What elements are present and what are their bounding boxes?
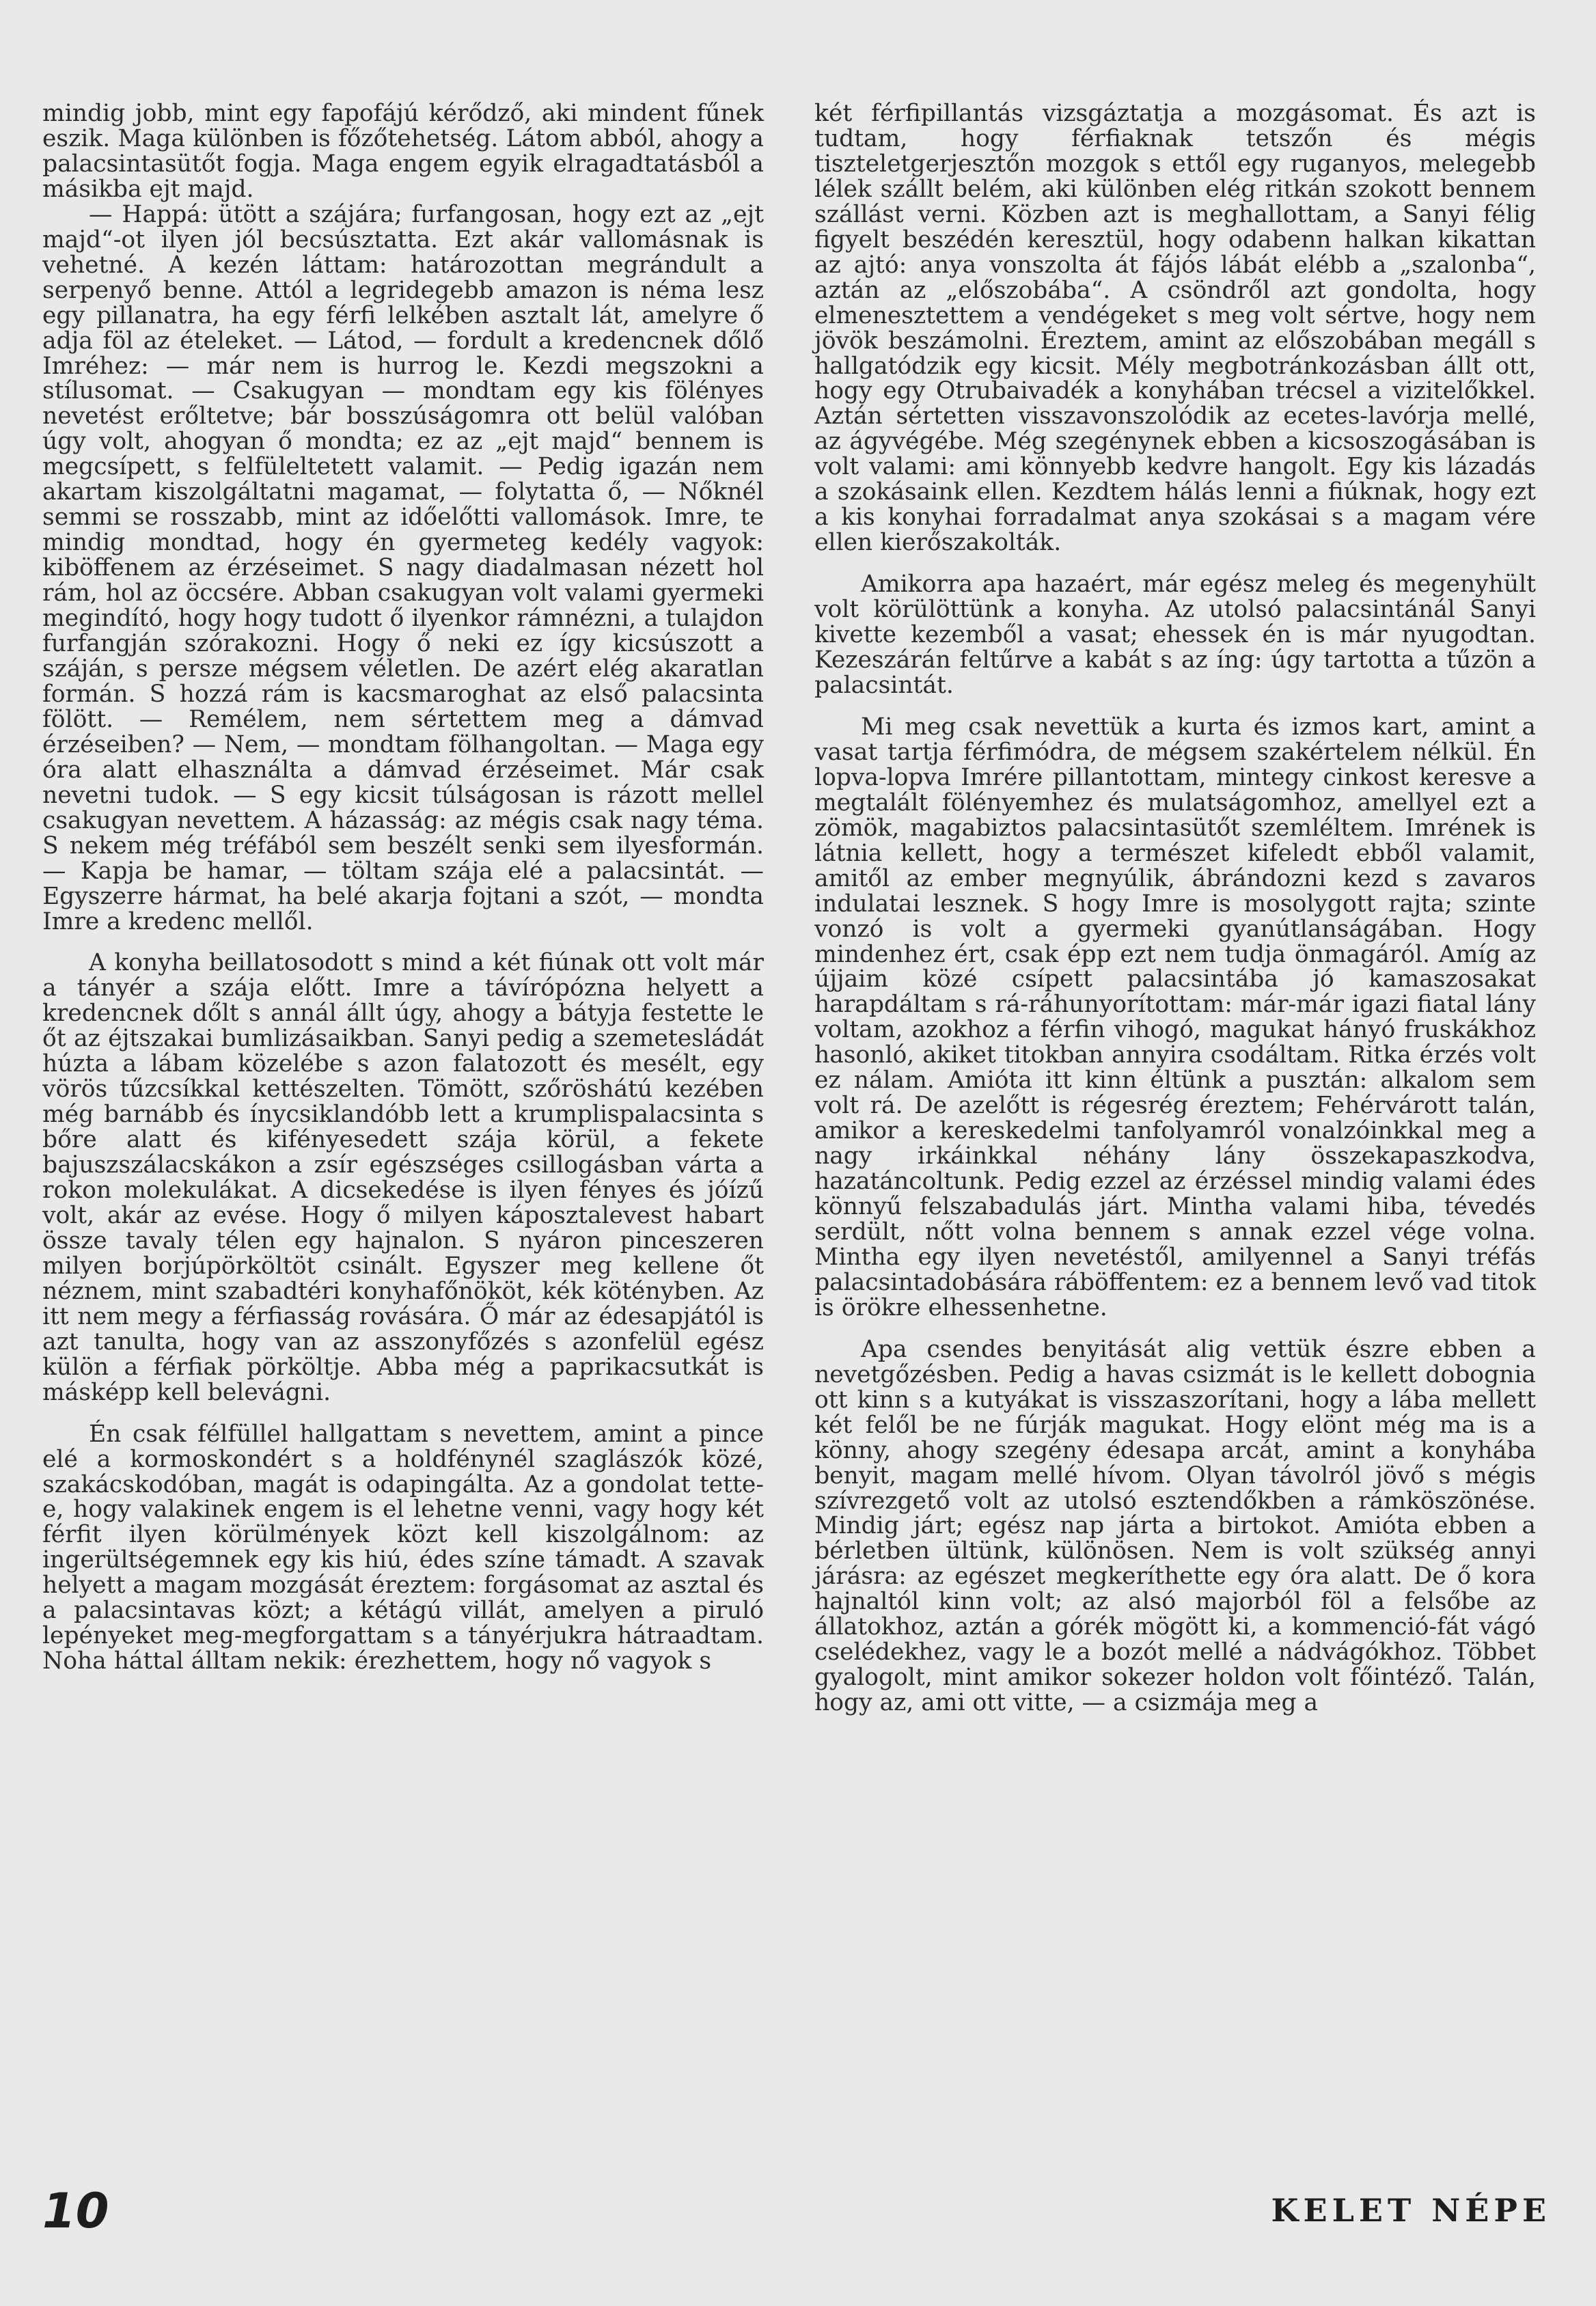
paragraph: Amikorra apa hazaért, már egész meleg és megenyhült volt körülöttünk a konyha. Az utolsó palacsintánál Sanyi kivette kezemből a vasat; ehessek én is már nyugodtan. Kezeszárán feltűrve a kabát s az íng: úgy tartotta a tűzön a palacsintát. [814,571,1536,699]
page-number: 10 [42,2183,109,2239]
paragraph: A konyha beillatosodott s mind a két fiúnak ott volt már a tányér a szája előtt. Imre a távírópózna helyett a kredencnek dőlt s annál állt úgy, ahogy a bátyja festette le őt az éjtszakai bumlizásaikban. Sanyi pedig a szemetesládát húzta a lábam közelébe s azon falatozott és mesélt, egy vörös tűzcsíkkal kettészelten. Tömött, szőröshátú kezében még barnább és ínycsiklandóbb lett a krumplispalacsinta s bőre alatt és kifényesedett szája körül, a fekete bajuszszálacskákon a zsír egészséges csillogásban várta a rokon molekulákat. A dicsekedése is ilyen fényes és jóízű volt, akár az evése. Hogy ő milyen káposztalevest habart össze tavaly télen egy hajnalon. S nyáron pinceszeren milyen borjúpörköltöt csinált. Egyszer meg kellene őt néznem, mint szabadtéri konyhafőnököt, kék kötényben. Az itt nem megy a férfiasság rovására. Ő már az édesapjától is azt tanulta, hogy van az asszonyfőzés s azonfelül egész külön a férfiak pörköltje. Abba még a paprikacsutkát is másképp kell belevágni. [42,949,764,1406]
paragraph: Én csak félfüllel hallgattam s nevettem, amint a pince elé a kormoskondért s a holdfénynél szaglászók közé, szakácskodóban, magát is odapingálta. Az a gondolat tette-e, hogy valakinek engem is el lehetne venni, vagy hogy két férfit ilyen körülmények közt kell kiszolgálnom: az ingerültségemnek egy kis hiú, édes színe támadt. A szavak helyett a magam mozgását éreztem: forgásomat az asztal és a palacsintavas közt; a kétágú villát, amelyen a piruló lepényeket meg-megforgattam s a tányérjukra hátraadtam. Noha háttal álltam nekik: érezhettem, hogy nő vagyok s [42,1420,764,1675]
paragraph: — Happá: ütött a szájára; furfangosan, hogy ezt az „ejt majd“-ot ilyen jól becsúsztatta. Ezt akár vallomásnak is vehetné. A kezén láttam: határozottan megrándult a serpenyő benne. Attól a legridegebb amazon is néma lesz egy pillanatra, ha egy férfi lelkében asztalt lát, amelyre ő adja föl az ételeket. — Látod, — fordult a kredencnek dőlő Imréhez: — már nem is hurrog le. Kezdi megszokni a stílusomat. — Csakugyan — mondtam egy kis fölényes nevetést erőltetve; bár bosszúságomra ott belül valóban úgy volt, ahogyan ő mondta; ez az „ejt majd“ bennem is megcsípett, s felfüleltetett valamit. — Pedig igazán nem akartam kiszolgáltatni magamat, — folytatta ő, — Nőknél semmi se rosszabb, mint az időelőtti vallomások. Imre, te mindig mondtad, hogy én gyermeteg kedély vagyok: kiböffenem az érzéseimet. S nagy diadalmasan nézett hol rám, hol az öccsére. Abban csakugyan volt valami gyermeki megindító, hogy hogy tudott ő ilyenkor rámnézni, a tulajdon furfangján szórakozni. Hogy ő neki ez így kicsúszott a száján, s persze mégsem véletlen. De azért elég akaratlan formán. S hozzá rám is kacsmaroghat az első palacsinta fölött. — Remélem, nem sértettem meg a dámvad érzéseiben? — Nem, — mondtam fölhangoltan. — Maga egy óra alatt elhasználta a dámvad érzéseimet. Már csak nevetni tudok. — S egy kicsit túlságosan is rázott mellel csakugyan nevettem. A házasság: az mégis csak nagy téma. S nekem még tréfából sem beszélt senki sem ilyesformán. — Kapja be hamar, — töltam szája elé a palacsintát. — Egyszerre hármat, ha belé akarja fojtani a szót, — mondta Imre a kredenc mellől. [42,200,764,935]
magazine-name: KELET NÉPE [1271,2192,1551,2229]
right-column [814,101,1536,1716]
paragraph: mindig jobb, mint egy fapofájú kérődző, aki mindent fűnek eszik. Maga különben is főzőtehetség. Látom abból, ahogy a palacsintasütőt fogja. Maga engem egyik elragadtatásból a másikba ejt majd. [42,100,764,203]
paragraph: két férfipillantás vizsgáztatja a mozgásomat. És azt is tudtam, hogy férfiaknak tetszőn és mégis tiszteletgerjesztőn mozgok s ettől egy ruganyos, melegebb lélek szállt belém, aki különben elég ritkán szokott bennem szállást verni. Közben azt is meghallottam, a Sanyi félig figyelt beszédén keresztül, hogy odabenn halkan kikattan az ajtó: anya vonszolta át fájós lábát elébb a „szalonba“, aztán az „előszobába“. A csöndről azt gondolta, hogy elmenesztettem a vendégeket s meg volt sértve, hogy nem jövök beszámolni. Éreztem, amint az előszobában megáll s hallgatódzik egy kicsit. Mély megbotránkozásban állt ott, hogy egy Otrubaivadék a konyhában trécsel a vizitelőkkel. Aztán sértetten visszavonszolódik az ecetes-lavórja mellé, az ágyvégébe. Még szegénynek ebben a kicsoszogásában is volt valami: ami könnyebb kedvre hangolt. Egy kis lázadás a szokásaink ellen. Kezdtem hálás lenni a fiúknak, hogy ezt a kis konyhai forradalmat anya szokásai s a magam vére ellen kierőszakolták. [814,100,1536,557]
paragraph: Apa csendes benyitását alig vettük észre ebben a nevetgőzésben. Pedig a havas csizmát is le kellett dobognia ott kinn s a kutyákat is visszaszorítani, hogy a lába mellett két felől be ne fúrják magukat. Hogy elönt még ma is a könny, ahogy szegény édesapa arcát, amint a konyhába benyit, magam mellé hívom. Olyan távolról jövő s mégis szívrezgető volt az utolsó esztendőkben a rámköszönése. Mindig járt; egész nap járta a birtokot. Amióta ebben a bérletben ültünk, különösen. Nem is volt szükség annyi járásra: az egészet megkeríthette egy óra alatt. De ő kora hajnaltól kinn volt; az alsó majorból föl a felsőbe az állatokhoz, aztán a górék mögött ki, a kommenció-fát vágó cselédekhez, vagy le a bozót mellé a nádvágókhoz. Többet gyalogolt, mint amikor sokezer holdon volt főintéző. Talán, hogy az, ami ott vitte, — a csizmája meg a [814,1335,1536,1717]
left-column [42,101,764,1674]
paragraph: Mi meg csak nevettük a kurta és izmos kart, amint a vasat tartja férfimódra, de mégsem szakértelem nélkül. Én lopva-lopva Imrére pillantottam, mintegy cinkost keresve a megtalált fölényemhez és mulatságomhoz, amellyel ezt a zömök, magabiztos palacsintasütőt szemléltem. Imrének is látnia kellett, hogy a természet kifeledt ebből valamit, amitől az ember megnyúlik, ábrándozni kezd s zavaros indulatai lesznek. S hogy Imre is mosolygott rajta; szinte vonzó is volt a gyermeki gyanútlanságában. Hogy mindenhez ért, csak épp ezt nem tudja önmagáról. Amíg az újjaim közé csípett palacsintába jó kamaszosakat harapdáltam s rá-ráhunyorítottam: már-már igazi fiatal lány voltam, azokhoz a férfin vihogó, magukat hányó fruskákhoz hasonló, akiket titokban annyira csodáltam. Ritka érzés volt ez nálam. Amióta itt kinn éltünk a pusztán: alkalom sem volt rá. De azelőtt is régesrég éreztem; Fehérvárott talán, amikor a kereskedelmi tanfolyamról vonalzóinkkal meg a nagy irkáinkkal néhány lány összekapaszkodva, hazatáncoltunk. Pedig ezzel az érzéssel mindig valami édes könnyű felszabadulás járt. Mintha valami hiba, tévedés serdült, nőtt volna bennem s annak ezzel vége volna. Mintha egy ilyen nevetéstől, amilyennel a Sanyi tréfás palacsintadobására ráböffentem: ez a bennem levő vad titok is örökre elhessenhetne. [814,713,1536,1321]
